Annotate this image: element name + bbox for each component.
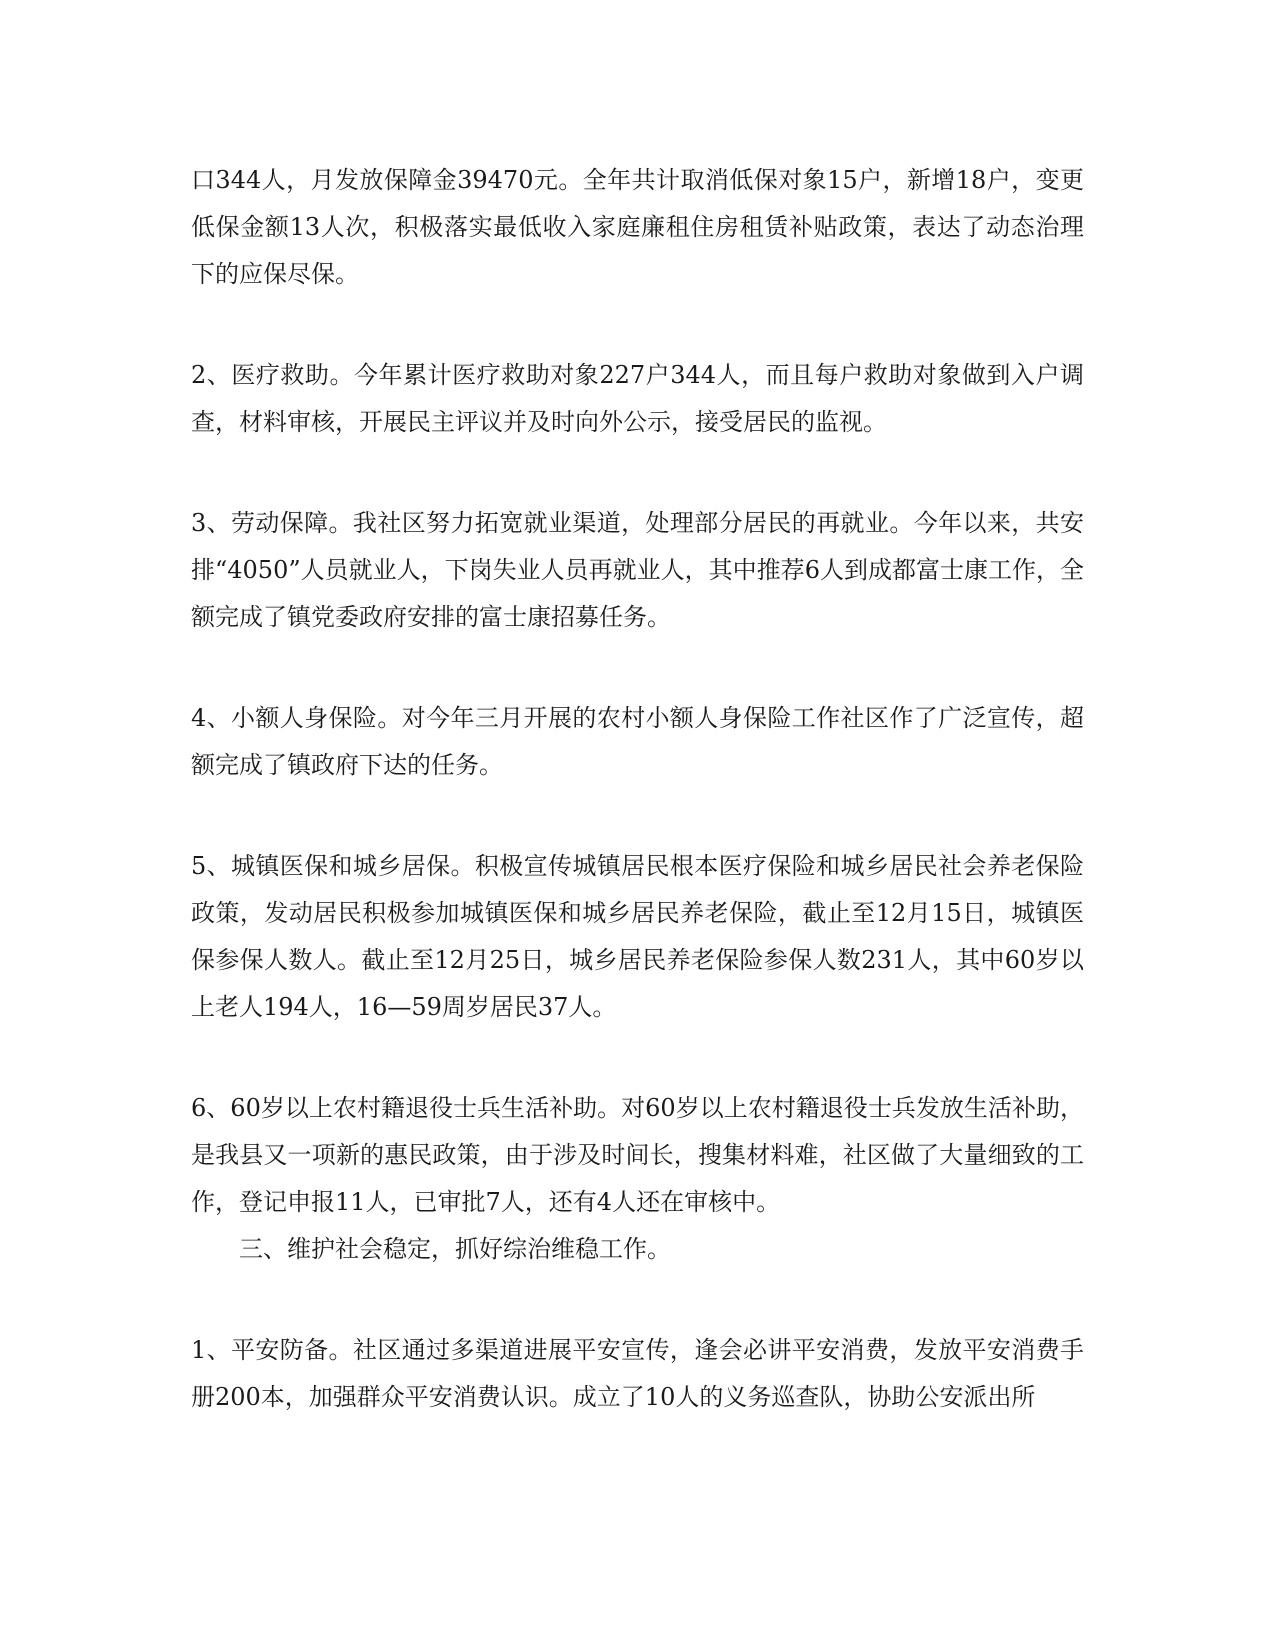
section-heading-social-stability: 三、维护社会稳定，抓好综治维稳工作。 [239,1235,671,1263]
paragraph-micro-insurance: 4、小额人身保险。对今年三月开展的农村小额人身保险工作社区作了广泛宣传，超额完成了镇政府下达的任务。 [191,704,1084,779]
paragraph-veteran-subsidy: 6、60岁以上农村籍退役士兵生活补助。对60岁以上农村籍退役士兵发放生活补助，是我县又一项新的惠民政策，由于涉及时间长，搜集材料难，社区做了大量细致的工作，登记申报11人，已审批7人，还有4人还在审核中。 [191,1094,1084,1216]
document-body [191,157,1084,1421]
paragraph-medical-aid: 2、医疗救助。今年累计医疗救助对象227户344人，而且每户救助对象做到入户调查，材料审核，开展民主评议并及时向外公示，接受居民的监视。 [191,361,1084,436]
paragraph-low-income-summary: 口344人，月发放保障金39470元。全年共计取消低保对象15户，新增18户，变更低保金额13人次，积极落实最低收入家庭廉租住房租赁补贴政策，表达了动态治理下的应保尽保。 [191,166,1084,288]
paragraph-urban-rural-insurance: 5、城镇医保和城乡居保。积极宣传城镇居民根本医疗保险和城乡居民社会养老保险政策，发动居民积极参加城镇医保和城乡居民养老保险，截止至12月15日，城镇医保参保人数人。截止至12月25日，城乡居民养老保险参保人数231人，其中60岁以上老人194人，16—59周岁居民37人。 [191,852,1084,1021]
paragraph-labor-security: 3、劳动保障。我社区努力拓宽就业渠道，处理部分居民的再就业。今年以来，共安排“4050”人员就业人，下岗失业人员再就业人，其中推荐6人到成都富士康工作，全额完成了镇党委政府安排的富士康招募任务。 [191,509,1084,631]
paragraph-safety-prevention: 1、平安防备。社区通过多渠道进展平安宣传，逢会必讲平安消费，发放平安消费手册200本，加强群众平安消费认识。成立了10人的义务巡查队，协助公安派出所 [191,1336,1084,1411]
